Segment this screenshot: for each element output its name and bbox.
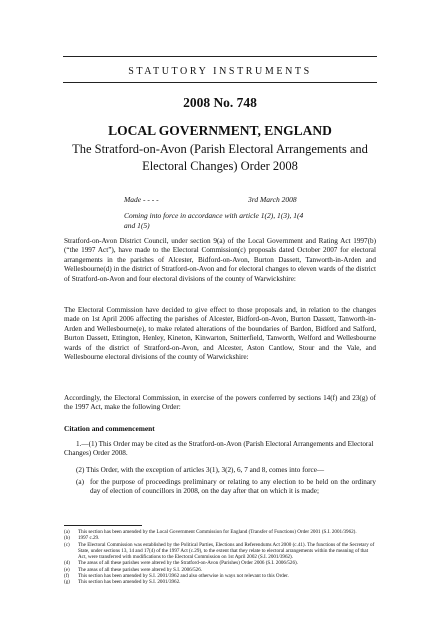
- made-date: 3rd March 2008: [248, 195, 297, 204]
- footnote-rule: [64, 525, 142, 526]
- footnote: (f) This section has been amended by S.I. 2001/3962 and also otherwise in ways not relevant to this Order.: [64, 573, 289, 580]
- footnote: (a) This section has been amended by the Local Government Commission for England (Transfer of Functions) Order 2001 (S.I. 2001/3962).: [64, 529, 357, 535]
- footnote: (d) The areas of all these parishes were altered by the Stratford-on-Avon (Parishes) Order 2006 (S.I. 2006/526).: [64, 560, 298, 567]
- coming-into-force: Coming into force in accordance with article 1(2), 1(3), 1(4 and 1(5): [124, 211, 304, 230]
- series-label: STATUTORY INSTRUMENTS: [128, 66, 312, 77]
- made-label: Made - - - -: [124, 195, 159, 204]
- preamble-paragraph-1: Stratford-on-Avon District Council, under section 9(a) of the Local Government and Rating Act 1997(b) (“the 1997 Act”), have made to the Electoral Commission(c) proposals dated October 2007 for electoral arrangements in the parishes of Alcester, Bidford-on-Avon, Burton Dassett, Tanworth-in-Arden and Wellesbourne(d) in the district of Stratford-on-Avon and for electoral changes to eleven wards of the district of Stratford-on-Avon and four electoral divisions of the county of Warwickshire:: [64, 237, 376, 283]
- article-1-para-2: (2) This Order, with the exception of articles 3(1), 3(2), 6, 7 and 8, comes into force—: [76, 466, 325, 474]
- section-heading: Citation and commencement: [64, 424, 155, 433]
- preamble-paragraph-3: Accordingly, the Electoral Commission, in exercise of the powers conferred by sections 14(f) and 23(g) of the 1997 Act, make the following Order:: [64, 394, 376, 412]
- footnote: (c) The Electoral Commission was established by the Political Parties, Elections and Referendums Act 2000 (c.41). The functions of the Secretary of State, under sections 13, 14 and 17(4) of the 1997 Act (c.29), to the extent that they relate to electoral arrangements within the meaning of that Act, were transferred with modifications to the Electoral Commission on 1st April 2002 (S.I. 2001/3962).: [64, 541, 375, 561]
- instrument-number: 2008 No. 748: [183, 95, 257, 110]
- item-a-text: for the purpose of proceedings preliminary or relating to any election to be held on the ordinary day of election of councillors in 2008, on the day after that on which it is made;: [90, 478, 376, 496]
- top-rule: [63, 56, 377, 57]
- footnote: (b) 1997 c.29.: [64, 535, 100, 542]
- footnote: (e) The areas of all these parishes were altered by S.I. 2006/526.: [64, 566, 203, 573]
- preamble-paragraph-2: The Electoral Commission have decided to give effect to those proposals and, in relation to the changes made on 1st April 2006 affecting the parishes of Alcester, Bidford-on-Avon, Burton Dassett, Tanworth-in-Arden and Wellesbourne(e), to make related alterations of the boundaries of Bardon, Bidford and Salford, Burton Dassett, Ettington, Henley, Kineton, Kinwarton, Snitterfield, Tanworth, Welford and Wellesbourne wards of the district of Stratford-on-Avon, and Alcester, Aston Cantlow, Stour and the Vale, and Wellesbourne electoral divisions of the county of Warwickshire:: [64, 306, 376, 362]
- footnote: (g) This section has been amended by S.I. 2001/3962.: [64, 579, 181, 586]
- subject-heading: LOCAL GOVERNMENT, ENGLAND: [108, 123, 332, 138]
- item-a-label: (a): [76, 478, 84, 486]
- footnotes: [64, 529, 376, 586]
- order-title: The Stratford-on-Avon (Parish Electoral Arrangements and Electoral Changes) Order 2008: [72, 142, 368, 173]
- made-line: [124, 195, 297, 204]
- article-1-para-1: 1.—(1) This Order may be cited as the Stratford-on-Avon (Parish Electoral Arrangements and Electoral Changes) Order 2008.: [64, 440, 374, 458]
- series-rule: [63, 82, 377, 83]
